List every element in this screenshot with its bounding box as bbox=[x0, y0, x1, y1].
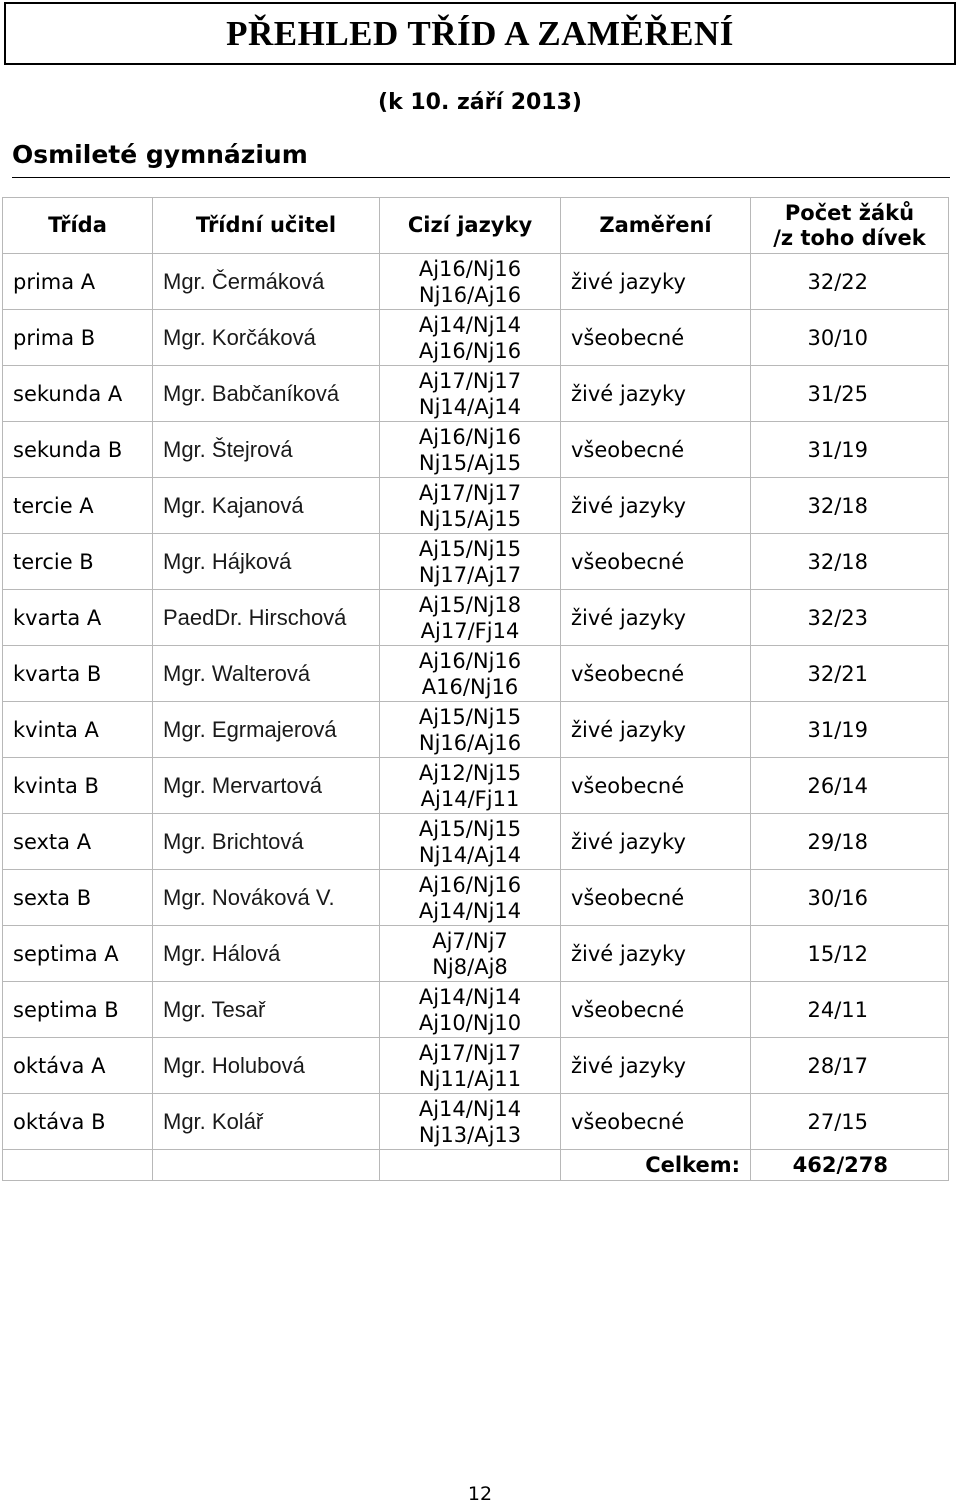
column-header-count-line1: Počet žáků bbox=[784, 200, 915, 225]
languages-line1: Aj16/Nj16 bbox=[418, 256, 522, 281]
teacher-cell: Mgr. Čermáková bbox=[153, 254, 380, 310]
teacher-cell: Mgr. Egrmajerová bbox=[153, 702, 380, 758]
table-row bbox=[3, 478, 949, 534]
teacher-cell: Mgr. Babčaníková bbox=[153, 366, 380, 422]
total-empty-cell bbox=[153, 1150, 380, 1181]
table-row bbox=[3, 1038, 949, 1094]
count-cell: 31/19 bbox=[751, 422, 949, 478]
languages-cell bbox=[380, 758, 561, 814]
focus-cell: živé jazyky bbox=[561, 478, 751, 534]
table-row bbox=[3, 982, 949, 1038]
languages-line1: Aj15/Nj15 bbox=[418, 816, 522, 841]
count-cell: 29/18 bbox=[751, 814, 949, 870]
languages-cell bbox=[380, 1038, 561, 1094]
count-cell: 24/11 bbox=[751, 982, 949, 1038]
class-cell: septima B bbox=[3, 982, 153, 1038]
languages-cell bbox=[380, 590, 561, 646]
languages-line2: Aj14/Nj14 bbox=[418, 898, 522, 923]
class-cell: kvinta B bbox=[3, 758, 153, 814]
languages-line1: Aj16/Nj16 bbox=[418, 872, 522, 897]
languages-line2: Nj11/Aj11 bbox=[418, 1066, 522, 1091]
focus-cell: všeobecné bbox=[561, 1094, 751, 1150]
count-cell: 30/10 bbox=[751, 310, 949, 366]
focus-cell: všeobecné bbox=[561, 534, 751, 590]
languages-line1: Aj14/Nj14 bbox=[418, 984, 522, 1009]
column-header-class: Třída bbox=[3, 198, 153, 254]
total-label: Celkem: bbox=[561, 1150, 751, 1181]
table-header-row bbox=[3, 198, 949, 254]
column-header-focus: Zaměření bbox=[561, 198, 751, 254]
teacher-cell: Mgr. Kajanová bbox=[153, 478, 380, 534]
languages-line1: Aj14/Nj14 bbox=[418, 1096, 522, 1121]
focus-cell: všeobecné bbox=[561, 310, 751, 366]
teacher-cell: Mgr. Hájková bbox=[153, 534, 380, 590]
total-empty-cell bbox=[3, 1150, 153, 1181]
languages-cell bbox=[380, 1094, 561, 1150]
languages-line2: Aj17/Fj14 bbox=[420, 618, 520, 643]
languages-line2: Aj16/Nj16 bbox=[418, 338, 522, 363]
languages-cell bbox=[380, 254, 561, 310]
class-cell: kvarta B bbox=[3, 646, 153, 702]
column-header-languages: Cizí jazyky bbox=[380, 198, 561, 254]
languages-cell bbox=[380, 702, 561, 758]
focus-cell: všeobecné bbox=[561, 646, 751, 702]
languages-cell bbox=[380, 478, 561, 534]
teacher-cell: Mgr. Walterová bbox=[153, 646, 380, 702]
table-row bbox=[3, 814, 949, 870]
page-number: 12 bbox=[467, 1483, 493, 1505]
languages-cell bbox=[380, 310, 561, 366]
teacher-cell: Mgr. Mervartová bbox=[153, 758, 380, 814]
languages-line2: Nj15/Aj15 bbox=[418, 506, 522, 531]
class-cell: kvarta A bbox=[3, 590, 153, 646]
section-divider bbox=[12, 177, 950, 178]
languages-line2: Nj16/Aj16 bbox=[418, 282, 522, 307]
focus-cell: živé jazyky bbox=[561, 814, 751, 870]
teacher-cell: Mgr. Štejrová bbox=[153, 422, 380, 478]
count-cell: 32/21 bbox=[751, 646, 949, 702]
languages-line2: Nj13/Aj13 bbox=[418, 1122, 522, 1147]
table-row bbox=[3, 310, 949, 366]
teacher-cell: Mgr. Kolář bbox=[153, 1094, 380, 1150]
table-row bbox=[3, 702, 949, 758]
page-title: PŘEHLED TŘÍD A ZAMĚŘENÍ bbox=[226, 14, 734, 53]
table-row bbox=[3, 590, 949, 646]
languages-line1: Aj17/Nj17 bbox=[418, 480, 522, 505]
languages-line2: A16/Nj16 bbox=[421, 674, 519, 699]
languages-cell bbox=[380, 366, 561, 422]
languages-line2: Nj14/Aj14 bbox=[418, 394, 522, 419]
focus-cell: živé jazyky bbox=[561, 366, 751, 422]
count-cell: 31/19 bbox=[751, 702, 949, 758]
languages-line2: Aj10/Nj10 bbox=[418, 1010, 522, 1035]
focus-cell: živé jazyky bbox=[561, 590, 751, 646]
teacher-cell: Mgr. Nováková V. bbox=[153, 870, 380, 926]
languages-line1: Aj15/Nj15 bbox=[418, 704, 522, 729]
languages-line1: Aj15/Nj15 bbox=[418, 536, 522, 561]
languages-line1: Aj17/Nj17 bbox=[418, 1040, 522, 1065]
class-cell: tercie A bbox=[3, 478, 153, 534]
languages-line1: Aj15/Nj18 bbox=[418, 592, 522, 617]
languages-cell bbox=[380, 646, 561, 702]
languages-cell bbox=[380, 870, 561, 926]
count-cell: 30/16 bbox=[751, 870, 949, 926]
column-header-count-line2: /z toho dívek bbox=[773, 225, 926, 250]
table-row bbox=[3, 870, 949, 926]
languages-line2: Aj14/Fj11 bbox=[420, 786, 520, 811]
count-cell: 28/17 bbox=[751, 1038, 949, 1094]
table-row bbox=[3, 534, 949, 590]
class-cell: tercie B bbox=[3, 534, 153, 590]
total-empty-cell bbox=[380, 1150, 561, 1181]
focus-cell: všeobecné bbox=[561, 870, 751, 926]
languages-line2: Nj16/Aj16 bbox=[418, 730, 522, 755]
table-row bbox=[3, 926, 949, 982]
count-cell: 32/18 bbox=[751, 478, 949, 534]
languages-cell bbox=[380, 534, 561, 590]
table-row bbox=[3, 366, 949, 422]
teacher-cell: Mgr. Brichtová bbox=[153, 814, 380, 870]
teacher-cell: Mgr. Tesař bbox=[153, 982, 380, 1038]
focus-cell: živé jazyky bbox=[561, 1038, 751, 1094]
table-row bbox=[3, 1094, 949, 1150]
focus-cell: živé jazyky bbox=[561, 926, 751, 982]
total-value: 462/278 bbox=[751, 1150, 949, 1181]
count-cell: 32/18 bbox=[751, 534, 949, 590]
class-cell: sekunda B bbox=[3, 422, 153, 478]
focus-cell: všeobecné bbox=[561, 758, 751, 814]
table-row bbox=[3, 254, 949, 310]
languages-line2: Nj15/Aj15 bbox=[418, 450, 522, 475]
languages-line1: Aj17/Nj17 bbox=[418, 368, 522, 393]
languages-cell bbox=[380, 422, 561, 478]
languages-cell bbox=[380, 814, 561, 870]
count-cell: 26/14 bbox=[751, 758, 949, 814]
languages-line1: Aj12/Nj15 bbox=[418, 760, 522, 785]
table-row bbox=[3, 422, 949, 478]
table-row bbox=[3, 646, 949, 702]
teacher-cell: Mgr. Korčáková bbox=[153, 310, 380, 366]
languages-line1: Aj7/Nj7 bbox=[432, 928, 508, 953]
class-cell: sekunda A bbox=[3, 366, 153, 422]
total-row bbox=[3, 1150, 949, 1181]
class-cell: prima B bbox=[3, 310, 153, 366]
focus-cell: živé jazyky bbox=[561, 702, 751, 758]
count-cell: 32/22 bbox=[751, 254, 949, 310]
count-cell: 27/15 bbox=[751, 1094, 949, 1150]
count-cell: 31/25 bbox=[751, 366, 949, 422]
languages-cell bbox=[380, 926, 561, 982]
languages-line2: Nj17/Aj17 bbox=[418, 562, 522, 587]
class-cell: oktáva A bbox=[3, 1038, 153, 1094]
focus-cell: všeobecné bbox=[561, 422, 751, 478]
teacher-cell: Mgr. Hálová bbox=[153, 926, 380, 982]
class-cell: sexta B bbox=[3, 870, 153, 926]
languages-line1: Aj16/Nj16 bbox=[418, 648, 522, 673]
section-heading: Osmileté gymnázium bbox=[12, 140, 308, 169]
languages-line2: Nj14/Aj14 bbox=[418, 842, 522, 867]
column-header-count bbox=[751, 198, 949, 254]
classes-table bbox=[2, 197, 949, 1181]
teacher-cell: PaedDr. Hirschová bbox=[153, 590, 380, 646]
class-cell: sexta A bbox=[3, 814, 153, 870]
class-cell: kvinta A bbox=[3, 702, 153, 758]
focus-cell: všeobecné bbox=[561, 982, 751, 1038]
count-cell: 32/23 bbox=[751, 590, 949, 646]
class-cell: prima A bbox=[3, 254, 153, 310]
teacher-cell: Mgr. Holubová bbox=[153, 1038, 380, 1094]
class-cell: oktáva B bbox=[3, 1094, 153, 1150]
languages-line1: Aj14/Nj14 bbox=[418, 312, 522, 337]
languages-line2: Nj8/Aj8 bbox=[432, 954, 508, 979]
languages-line1: Aj16/Nj16 bbox=[418, 424, 522, 449]
class-cell: septima A bbox=[3, 926, 153, 982]
column-header-teacher: Třídní učitel bbox=[153, 198, 380, 254]
count-cell: 15/12 bbox=[751, 926, 949, 982]
languages-cell bbox=[380, 982, 561, 1038]
date-subtitle: (k 10. září 2013) bbox=[378, 90, 582, 115]
table-row bbox=[3, 758, 949, 814]
focus-cell: živé jazyky bbox=[561, 254, 751, 310]
title-box bbox=[4, 2, 956, 65]
